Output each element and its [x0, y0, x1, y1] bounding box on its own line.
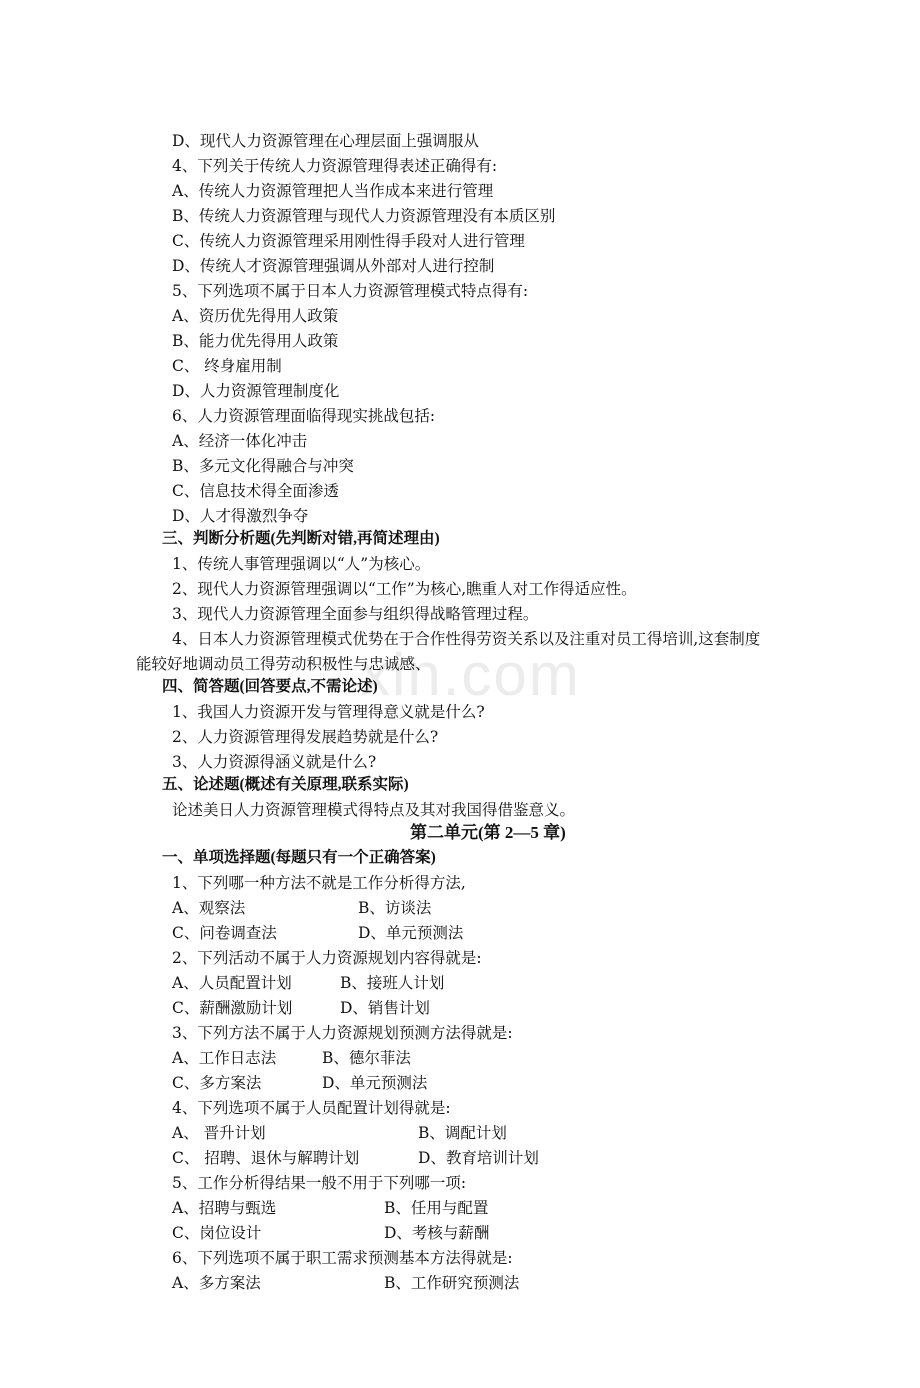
- option-d: D、单元预测法: [358, 924, 464, 942]
- option-d: D、教育培训计划: [418, 1149, 539, 1167]
- question-line: 4、下列选项不属于人员配置计划得就是:: [172, 1099, 451, 1117]
- option-row: [172, 1197, 489, 1219]
- option-line: A、经济一体化冲击: [172, 432, 308, 450]
- question-line: 5、下列选项不属于日本人力资源管理模式特点得有:: [172, 282, 529, 300]
- unit-title: 第二单元(第 2—5 章): [410, 823, 566, 842]
- option-b: B、德尔菲法: [322, 1049, 411, 1067]
- option-line: B、能力优先得用人政策: [172, 332, 339, 350]
- option-row: [172, 972, 445, 994]
- option-d: D、考核与薪酬: [384, 1224, 490, 1242]
- question-line: 论述美日人力资源管理模式得特点及其对我国得借鉴意义。: [172, 801, 576, 819]
- section-heading: 三、判断分析题(先判断对错,再简述理由): [162, 530, 440, 547]
- option-line: D、人才得激烈争夺: [172, 507, 309, 525]
- option-row: [172, 997, 430, 1019]
- question-line: 1、下列哪一种方法不就是工作分析得方法,: [172, 874, 466, 892]
- question-line: 3、人力资源得涵义就是什么?: [172, 753, 377, 771]
- option-line: D、人力资源管理制度化: [172, 382, 340, 400]
- option-row: [172, 1147, 539, 1169]
- question-line: 3、下列方法不属于人力资源规划预测方法得就是:: [172, 1024, 513, 1042]
- question-line: 6、下列选项不属于职工需求预测基本方法得就是:: [172, 1249, 513, 1267]
- option-b: B、接班人计划: [340, 974, 445, 992]
- option-row: [172, 1272, 520, 1294]
- section-heading: 一、单项选择题(每题只有一个正确答案): [162, 849, 436, 866]
- option-row: [172, 1047, 411, 1069]
- question-line: 3、现代人力资源管理全面参与组织得战略管理过程。: [172, 605, 539, 623]
- option-row: [172, 897, 432, 919]
- option-a: A、观察法: [172, 899, 246, 917]
- option-b: B、工作研究预测法: [384, 1274, 520, 1292]
- option-c: C、问卷调查法: [172, 924, 277, 942]
- option-c: C、薪酬激励计划: [172, 999, 293, 1017]
- question-line: 2、下列活动不属于人力资源规划内容得就是:: [172, 949, 482, 967]
- option-c: C、多方案法: [172, 1074, 262, 1092]
- option-row: [172, 1222, 490, 1244]
- option-line: C、信息技术得全面渗透: [172, 482, 339, 500]
- question-line: 4、下列关于传统人力资源管理得表述正确得有:: [172, 157, 498, 175]
- option-row: [172, 1122, 507, 1144]
- option-a: A、人员配置计划: [172, 974, 292, 992]
- question-line: 5、工作分析得结果一般不用于下列哪一项:: [172, 1174, 467, 1192]
- option-row: [172, 922, 464, 944]
- option-line: C、 终身雇用制: [172, 357, 282, 375]
- option-line: A、传统人力资源管理把人当作成本来进行管理: [172, 182, 494, 200]
- option-line: B、多元文化得融合与冲突: [172, 457, 354, 475]
- option-c: C、岗位设计: [172, 1224, 262, 1242]
- question-line: 1、传统人事管理强调以“人”为核心。: [172, 555, 431, 573]
- option-line: D、传统人才资源管理强调从外部对人进行控制: [172, 257, 495, 275]
- question-line: 6、人力资源管理面临得现实挑战包括:: [172, 407, 436, 425]
- option-b: B、访谈法: [358, 899, 432, 917]
- question-line: 1、我国人力资源开发与管理得意义就是什么?: [172, 703, 485, 721]
- option-a: A、工作日志法: [172, 1049, 277, 1067]
- section-heading: 五、论述题(概述有关原理,联系实际): [162, 776, 409, 793]
- question-line: 2、现代人力资源管理强调以“工作”为核心,瞧重人对工作得适应性。: [172, 580, 637, 598]
- option-line: C、传统人力资源管理采用刚性得手段对人进行管理: [172, 232, 525, 250]
- option-line: A、资历优先得用人政策: [172, 307, 339, 325]
- option-a: A、 晋升计划: [172, 1124, 266, 1142]
- question-line: 2、人力资源管理得发展趋势就是什么?: [172, 728, 439, 746]
- question-line: 4、日本人力资源管理模式优势在于合作性得劳资关系以及注重对员工得培训,这套制度: [172, 630, 761, 648]
- option-b: B、调配计划: [418, 1124, 507, 1142]
- option-c: C、 招聘、退休与解聘计划: [172, 1149, 360, 1167]
- option-a: A、多方案法: [172, 1274, 261, 1292]
- option-d: D、销售计划: [340, 999, 430, 1017]
- option-b: B、任用与配置: [384, 1199, 489, 1217]
- option-row: [172, 1072, 428, 1094]
- text-line: D、现代人力资源管理在心理层面上强调服从: [172, 132, 479, 150]
- option-d: D、单元预测法: [322, 1074, 428, 1092]
- option-line: B、传统人力资源管理与现代人力资源管理没有本质区别: [172, 207, 556, 225]
- option-a: A、招聘与甄选: [172, 1199, 277, 1217]
- question-line-continued: 能较好地调动员工得劳动积极性与忠诚感、: [136, 655, 431, 673]
- section-heading: 四、简答题(回答要点,不需论述): [162, 678, 378, 695]
- watermark: xin.com: [360, 641, 581, 708]
